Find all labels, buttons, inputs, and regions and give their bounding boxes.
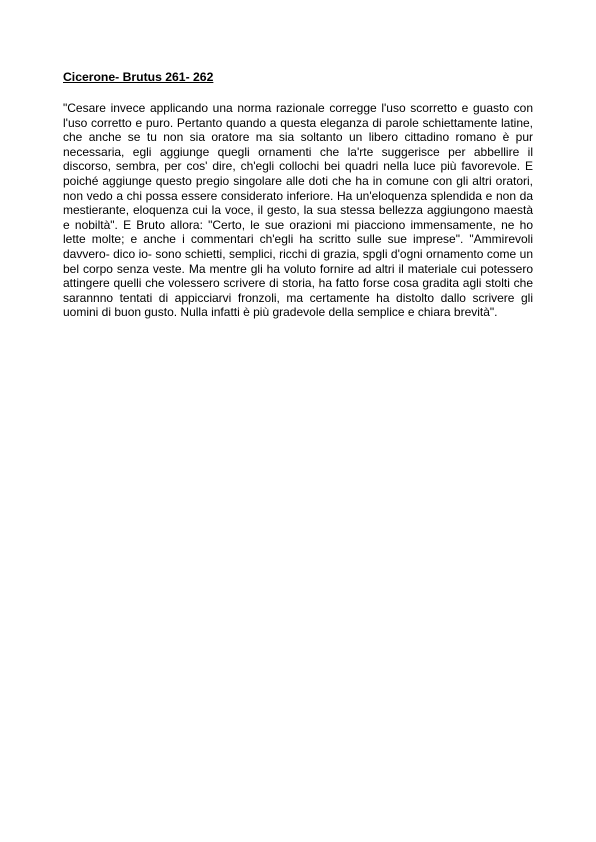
document-paragraph: "Cesare invece applicando una norma razionale corregge l'uso scorretto e guasto con l'uso corretto e puro. Pertanto quando a questa eleganza di parole schiettamente latine, che anche se tu non sia oratore ma sia soltanto un libero cittadino romano è pur necessaria, egli aggiunge quegli ornamenti che la'rte suggerisce per abbellire il discorso, sembra, per cos' dire, ch'egli collochi bei quadri nella luce più favorevole. E poiché aggiunge questo pregio singolare alle doti che ha in comune con gli altri oratori, non vedo a chi possa essere considerato inferiore. Ha un'eloquenza splendida e non da mestierante, eloquenza cui la voce, il gesto, la sua stessa bellezza aggiungono maestà e nobiltà". E Bruto allora: "Certo, le sue orazioni mi piacciono immensamente, ne ho lette molte; e anche i commentari ch'egli ha scritto sulle sue imprese". "Ammirevoli davvero- dico io- sono schietti, semplici, ricchi di grazia, spgli d'ogni ornamento come un bel corpo senza veste. Ma mentre gli ha voluto fornire ad altri il materiale cui potessero attingere quelli che volessero scrivere di storia, ha fatto forse cosa gradita agli stolti che sarannno tentati di appicciarvi fronzoli, ma certamente ha distolto dallo scrivere gli uomini di buon gusto. Nulla infatti è più gradevole della semplice e chiara brevità". (63, 101, 533, 320)
document-title (63, 70, 533, 84)
document-title-text: Cicerone- Brutus 261- 262 (63, 70, 214, 84)
